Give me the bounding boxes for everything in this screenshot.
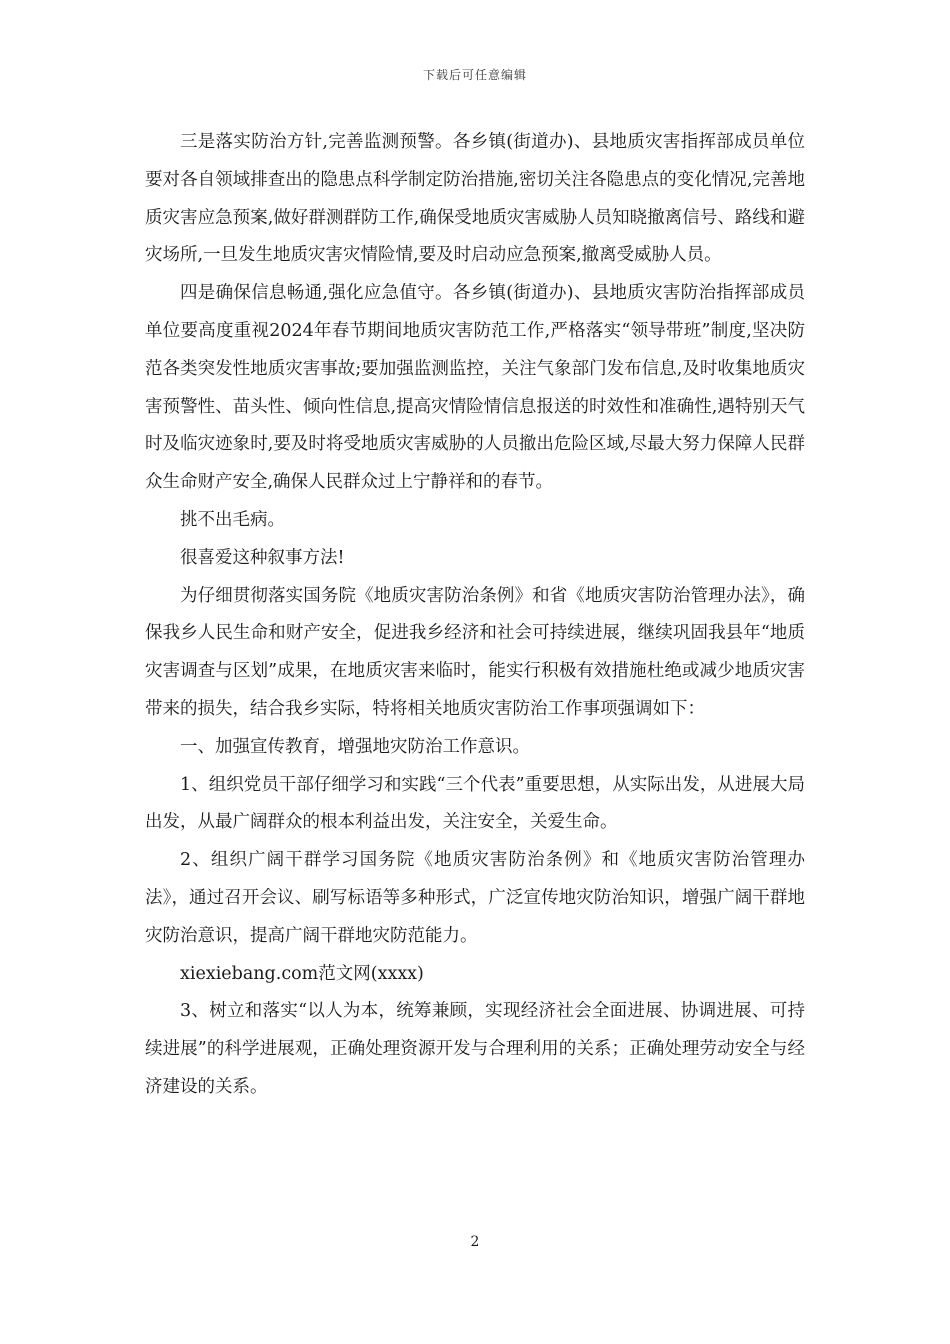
- section-heading-1: 一、加强宣传教育，增强地灾防治工作意识。: [180, 736, 530, 757]
- paragraph-information: 四是确保信息畅通,强化应急值守。各乡镇(街道办)、县地质灾害防治指挥部成员单位要高度重视2024年春节期间地质灾害防范工作,严格落实“领导带班”制度,坚决防范各类突发性地质灾害事故;要加强监测监控，关注气象部门发布信息,及时收集地质灾害预警性、苗头性、倾向性信息,提高灾情险情信息报送的时效性和准确性,遇特别天气时及临灾迹象时,要及时将受地质灾害威胁的人员撤出危险区域,尽最大努力保障人民群众生命财产安全,确保人民群众过上宁静祥和的春节。: [145, 283, 805, 493]
- body-text: [145, 124, 805, 1107]
- paragraph-intro: 为仔细贯彻落实国务院《地质灾害防治条例》和省《地质灾害防治管理办法》，确保我乡人民生命和财产安全，促进我乡经济和社会可持续进展，继续巩固我县年“地质灾害调查与区划”成果，在地质灾害来临时，能实行积极有效措施杜绝或减少地质灾害带来的损失，结合我乡实际，特将相关地质灾害防治工作事项强调如下：: [145, 585, 805, 719]
- paragraph-monitoring: 三是落实防治方针,完善监测预警。各乡镇(街道办)、县地质灾害指挥部成员单位要对各自领域排查出的隐患点科学制定防治措施,密切关注各隐患点的变化情况,完善地质灾害应急预案,做好群测群防工作,确保受地质灾害威胁人员知晓撤离信号、路线和避灾场所,一旦发生地质灾害灾情险情,要及时启动应急预案,撤离受威胁人员。: [145, 132, 805, 266]
- paragraph-comment-1: 挑不出毛病。: [180, 509, 285, 530]
- paragraph-item-3: 3、树立和落实“以人为本，统筹兼顾，实现经济社会全面进展、协调进展、可持续进展”的科学进展观，正确处理资源开发与合理利用的关系；正确处理劳动安全与经济建设的关系。: [145, 1001, 805, 1097]
- page-number: 2: [470, 1234, 480, 1250]
- paragraph-source: xiexiebang.com范文网(xxxx): [180, 963, 424, 984]
- paragraph-item-1: 1、组织党员干部仔细学习和实践“三个代表”重要思想，从实际出发，从进展大局出发，从最广阔群众的根本利益出发，关注安全，关爱生命。: [145, 774, 805, 833]
- page-header: 下载后可任意编辑: [422, 68, 527, 82]
- paragraph-item-2: 2、组织广阔干群学习国务院《地质灾害防治条例》和《地质灾害防治管理办法》，通过召开会议、刷写标语等多种形式，广泛宣传地灾防治知识，增强广阔干群地灾防治意识，提高广阔干群地灾防范能力。: [145, 850, 805, 946]
- paragraph-comment-2: 很喜爱这种叙事方法!: [180, 547, 345, 568]
